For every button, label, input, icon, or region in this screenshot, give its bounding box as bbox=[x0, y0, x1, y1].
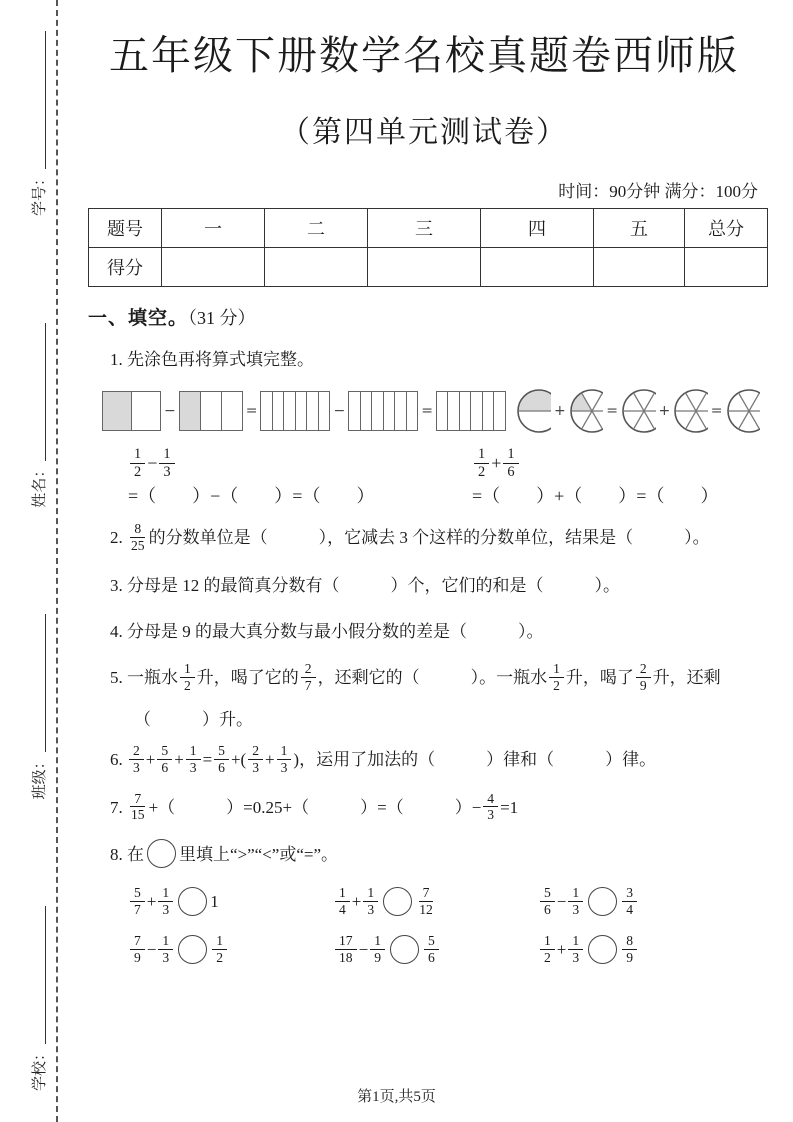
rect-cell bbox=[131, 392, 160, 430]
fraction-denominator: 3 bbox=[133, 760, 140, 776]
fraction-rect-diagram bbox=[179, 391, 243, 431]
fraction-denominator: 2 bbox=[216, 950, 223, 966]
rect-cell bbox=[360, 392, 372, 430]
question-6-text: 6. $\frac{2}{3}$ + $\frac{5}{6}$ + $\frac{1}{3}$ = $\frac{5}{6}$ +( $\frac{2}{3}$ + $\frac{1}{3}$ )，运用了加法的（ ）律和（ ）律。 bbox=[110, 743, 657, 776]
student-info-label: 学号： bbox=[32, 171, 48, 217]
operator: = bbox=[710, 403, 723, 420]
fraction-denominator: 4 bbox=[339, 901, 346, 917]
fraction-circle-diagram bbox=[621, 388, 656, 434]
paper-title: 五年级下册数学名校真题卷西师版 bbox=[109, 33, 739, 78]
main-content bbox=[88, 0, 760, 968]
fraction-numerator: 1 bbox=[370, 933, 385, 950]
fraction-numerator: 5 bbox=[540, 885, 555, 902]
fraction-numerator: 2 bbox=[129, 743, 144, 760]
rect-cell bbox=[180, 392, 200, 430]
fraction bbox=[568, 933, 583, 965]
comparison-item: $\frac{17}{18}$ − $\frac{1}{9}$ $\frac{5}{6}$ bbox=[333, 935, 538, 967]
score-table-header-cell: 二 bbox=[265, 209, 368, 248]
fraction bbox=[158, 885, 173, 917]
rect-cell bbox=[349, 392, 360, 430]
rect-cell bbox=[371, 392, 383, 430]
fraction-denominator: 6 bbox=[218, 760, 225, 776]
fraction bbox=[636, 661, 651, 693]
operator: = bbox=[245, 403, 258, 420]
student-info-field bbox=[28, 323, 54, 508]
question-3-text: 3. 分母是 12 的最简真分数有（ ）个，它们的和是（ ）。 bbox=[110, 575, 620, 595]
page-number: 第1页,共5页 bbox=[357, 1089, 436, 1105]
comparison-circle bbox=[147, 839, 176, 868]
comparison-row bbox=[88, 887, 760, 919]
fraction bbox=[483, 791, 498, 823]
fill-in-line bbox=[45, 614, 46, 752]
fraction-denominator: 2 bbox=[184, 677, 191, 693]
fraction bbox=[130, 885, 145, 917]
fraction-numerator: 1 bbox=[130, 446, 145, 464]
fraction-denominator: 18 bbox=[339, 950, 353, 966]
rect-cell bbox=[493, 392, 505, 430]
fraction bbox=[129, 791, 147, 823]
score-empty-cell bbox=[265, 248, 368, 287]
fraction-denominator: 3 bbox=[189, 760, 197, 776]
paper-subtitle: （第四单元测试卷） bbox=[280, 116, 568, 149]
fraction bbox=[212, 933, 227, 965]
rect-cell bbox=[200, 392, 221, 430]
fraction-denominator: 3 bbox=[280, 760, 288, 776]
fraction-denominator: 3 bbox=[162, 950, 170, 966]
rect-cell bbox=[103, 392, 131, 430]
fraction-denominator: 9 bbox=[639, 677, 647, 693]
time-score-info: 时间：90分钟 满分：100分 bbox=[558, 182, 758, 201]
equation-left: $\frac{1}{2}$ − $\frac{1}{3}$ =（ ）−（ ）=（ ） bbox=[128, 446, 375, 507]
score-table-header-row bbox=[89, 209, 768, 248]
fraction-denominator: 3 bbox=[162, 901, 170, 917]
fraction bbox=[335, 933, 357, 965]
fraction-numerator: 5 bbox=[157, 743, 172, 760]
fraction-denominator: 3 bbox=[572, 950, 580, 966]
fraction-numerator: 8 bbox=[130, 521, 145, 538]
rect-cell bbox=[482, 392, 494, 430]
fraction-numerator: 1 bbox=[363, 885, 378, 902]
fraction-numerator: 1 bbox=[568, 885, 583, 902]
fraction-circle-diagram bbox=[726, 388, 761, 434]
rect-cell bbox=[406, 392, 418, 430]
question-4-text: 4. 分母是 9 的最大真分数与最小假分数的差是（ ）。 bbox=[110, 621, 544, 641]
comparison-item: $\frac{1}{4}$ + $\frac{1}{3}$ $\frac{7}{12}$ bbox=[333, 887, 538, 919]
operator: = bbox=[421, 403, 433, 420]
fraction bbox=[540, 933, 555, 965]
fraction-rect-diagram bbox=[260, 391, 330, 431]
fraction-circle-diagram bbox=[673, 388, 708, 434]
fraction-numerator: 5 bbox=[214, 743, 229, 760]
comparison-circle bbox=[178, 935, 207, 964]
comparison-item: $\frac{7}{9}$ − $\frac{1}{3}$ $\frac{1}{2}$ bbox=[128, 935, 333, 967]
rect-cell bbox=[459, 392, 471, 430]
question-7-text: 7. $\frac{7}{15}$ +（ ）=0.25+（ ）=（ ）− $\frac{4}{3}$ =1 bbox=[110, 790, 519, 823]
fraction bbox=[180, 661, 195, 693]
comparison-row bbox=[88, 935, 760, 967]
section-title: 一、填空。 bbox=[88, 308, 189, 329]
fraction-numerator: 8 bbox=[622, 933, 637, 950]
equation-right: $\frac{1}{2}$ + $\frac{1}{6}$ =（ ）+（ ）=（ ） bbox=[472, 446, 719, 507]
rect-cell bbox=[283, 392, 295, 430]
fraction-denominator: 2 bbox=[544, 950, 551, 966]
score-empty-cell bbox=[481, 248, 594, 287]
fraction-numerator: 1 bbox=[474, 446, 489, 464]
rect-cell bbox=[295, 392, 307, 430]
fraction-denominator: 2 bbox=[134, 463, 142, 480]
seal-dashed-line bbox=[56, 0, 58, 1122]
fraction-numerator: 1 bbox=[549, 661, 564, 678]
fraction-numerator: 1 bbox=[186, 743, 201, 760]
score-table-header-cell: 五 bbox=[594, 209, 685, 248]
fraction-denominator: 2 bbox=[553, 677, 560, 693]
fraction-denominator: 2 bbox=[478, 463, 486, 480]
comparison-item: $\frac{5}{7}$ + $\frac{1}{3}$ 1 bbox=[128, 887, 333, 919]
fraction-numerator: 5 bbox=[424, 933, 439, 950]
score-table-header-cell: 三 bbox=[368, 209, 481, 248]
rect-cell bbox=[437, 392, 448, 430]
question-8-text: 8. 在 里填上“>”“<”或“=”。 bbox=[88, 839, 760, 871]
fraction-denominator: 15 bbox=[131, 807, 145, 823]
fraction-numerator: 1 bbox=[158, 933, 173, 950]
fraction-denominator: 6 bbox=[544, 901, 551, 917]
comparison-circle bbox=[588, 935, 617, 964]
operator: = bbox=[606, 403, 618, 420]
fraction bbox=[248, 743, 263, 775]
fraction bbox=[186, 743, 201, 775]
fraction bbox=[158, 933, 173, 965]
fraction-numerator: 1 bbox=[503, 446, 518, 464]
fraction-numerator: 1 bbox=[540, 933, 555, 950]
score-empty-cell bbox=[368, 248, 481, 287]
score-row-label: 得分 bbox=[89, 248, 162, 287]
fraction bbox=[363, 885, 378, 917]
fraction bbox=[277, 743, 292, 775]
fraction-numerator: 1 bbox=[158, 885, 173, 902]
fill-in-line bbox=[45, 31, 46, 169]
fraction-circle-diagram bbox=[516, 388, 551, 434]
fraction-numerator: 2 bbox=[248, 743, 263, 760]
rect-cell bbox=[221, 392, 242, 430]
rect-cell bbox=[261, 392, 272, 430]
score-empty-cell bbox=[594, 248, 685, 287]
fraction-denominator: 9 bbox=[374, 950, 381, 966]
section-one-heading bbox=[88, 303, 760, 330]
rect-cell bbox=[447, 392, 459, 430]
rect-cell bbox=[306, 392, 318, 430]
fraction bbox=[157, 743, 172, 775]
rect-cell bbox=[394, 392, 406, 430]
fraction-numerator: 1 bbox=[568, 933, 583, 950]
fraction bbox=[503, 446, 518, 480]
fill-in-line bbox=[45, 906, 46, 1044]
operator: − bbox=[333, 403, 346, 420]
fraction bbox=[549, 661, 564, 693]
fraction bbox=[129, 743, 144, 775]
rect-cell bbox=[383, 392, 395, 430]
fraction-numerator: 7 bbox=[130, 933, 145, 950]
rect-cell bbox=[318, 392, 330, 430]
question-1-text: 1. 先涂色再将算式填完整。 bbox=[110, 350, 314, 369]
fraction-denominator: 3 bbox=[252, 760, 260, 776]
fraction bbox=[540, 885, 555, 917]
fraction-numerator: 1 bbox=[159, 446, 174, 464]
fraction-denominator: 4 bbox=[626, 901, 633, 917]
fraction-denominator: 6 bbox=[507, 463, 515, 480]
student-info-field bbox=[28, 31, 54, 216]
fraction-denominator: 25 bbox=[131, 538, 145, 554]
fraction-numerator: 5 bbox=[130, 885, 145, 902]
rect-cell bbox=[470, 392, 482, 430]
fraction-rect-diagram bbox=[436, 391, 506, 431]
fraction-numerator: 17 bbox=[335, 933, 357, 950]
fraction-denominator: 3 bbox=[572, 901, 580, 917]
comparison-item: $\frac{1}{2}$ + $\frac{1}{3}$ $\frac{8}{9}$ bbox=[538, 935, 743, 967]
student-info-label: 姓名： bbox=[32, 462, 48, 508]
question-2-text: 2. $\frac{8}{25}$ 的分数单位是（ ），它减去 3 个这样的分数单位，结果是（ ）。 bbox=[110, 521, 710, 554]
operator: − bbox=[164, 403, 176, 420]
fraction bbox=[474, 446, 489, 480]
score-table-header-cell: 四 bbox=[481, 209, 594, 248]
student-info-label: 班级： bbox=[32, 754, 48, 800]
operator: + bbox=[553, 403, 566, 420]
score-table-header-cell: 总分 bbox=[685, 209, 768, 248]
comparison-circle bbox=[383, 887, 412, 916]
question-8-comparisons bbox=[88, 887, 760, 968]
fraction-rect-diagram bbox=[102, 391, 161, 431]
fraction-denominator: 6 bbox=[161, 760, 169, 776]
student-info-label: 学校： bbox=[32, 1045, 48, 1091]
score-table bbox=[88, 208, 768, 287]
fraction-numerator: 7 bbox=[419, 885, 434, 902]
student-info-strip bbox=[28, 31, 54, 1091]
comparison-circle bbox=[178, 887, 207, 916]
fraction bbox=[130, 446, 145, 480]
fraction-rect-diagram bbox=[348, 391, 418, 431]
fraction-numerator: 1 bbox=[212, 933, 227, 950]
operator: + bbox=[658, 403, 671, 420]
fraction bbox=[130, 933, 145, 965]
fraction-numerator: 3 bbox=[622, 885, 637, 902]
fraction bbox=[568, 885, 583, 917]
section-points: （31 分） bbox=[188, 308, 256, 328]
student-info-field bbox=[28, 906, 54, 1091]
comparison-circle bbox=[390, 935, 419, 964]
fraction-numerator: 2 bbox=[636, 661, 651, 678]
score-table-header-cell: 一 bbox=[162, 209, 265, 248]
fill-in-line bbox=[45, 323, 46, 461]
score-empty-cell bbox=[685, 248, 768, 287]
rect-cell bbox=[272, 392, 284, 430]
question-1-diagram bbox=[88, 388, 760, 434]
fraction bbox=[301, 661, 316, 693]
student-info-field bbox=[28, 614, 54, 799]
fraction bbox=[159, 446, 174, 480]
fraction-denominator: 6 bbox=[427, 950, 435, 966]
fraction-denominator: 3 bbox=[163, 463, 171, 480]
fraction bbox=[129, 521, 147, 553]
fraction-numerator: 7 bbox=[130, 791, 145, 808]
fraction bbox=[370, 933, 385, 965]
fraction-denominator: 3 bbox=[367, 901, 375, 917]
fraction bbox=[622, 933, 637, 965]
score-table-score-row bbox=[89, 248, 768, 287]
question-1-equations bbox=[88, 448, 760, 508]
score-empty-cell bbox=[162, 248, 265, 287]
comparison-circle bbox=[588, 887, 617, 916]
comparison-item: $\frac{5}{6}$ − $\frac{1}{3}$ $\frac{3}{4}$ bbox=[538, 887, 743, 919]
question-5-text-line2: （ ）升。 bbox=[134, 710, 253, 730]
fraction bbox=[214, 743, 229, 775]
fraction-denominator: 12 bbox=[419, 901, 433, 917]
question-5-text-line1: 5. 一瓶水 $\frac{1}{2}$ 升，喝了它的 $\frac{2}{7}$ ，还剩它的（ ）。一瓶水 $\frac{1}{2}$ 升，喝了 $\frac{2}{9}$ 升，还剩 bbox=[110, 661, 721, 693]
fraction-denominator: 9 bbox=[626, 950, 633, 966]
fraction-circle-diagram bbox=[569, 388, 604, 434]
fraction-numerator: 1 bbox=[335, 885, 350, 902]
fraction-denominator: 7 bbox=[134, 901, 141, 917]
fraction-denominator: 7 bbox=[304, 677, 312, 693]
fraction-numerator: 4 bbox=[483, 791, 498, 808]
fraction-denominator: 3 bbox=[487, 807, 495, 823]
score-table-header-cell: 题号 bbox=[89, 209, 162, 248]
fraction-numerator: 1 bbox=[277, 743, 292, 760]
fraction bbox=[417, 885, 435, 917]
fraction bbox=[424, 933, 439, 965]
fraction-denominator: 9 bbox=[134, 950, 141, 966]
fraction bbox=[335, 885, 350, 917]
fraction-numerator: 2 bbox=[301, 661, 316, 678]
fraction bbox=[622, 885, 637, 917]
fraction-numerator: 1 bbox=[180, 661, 195, 678]
